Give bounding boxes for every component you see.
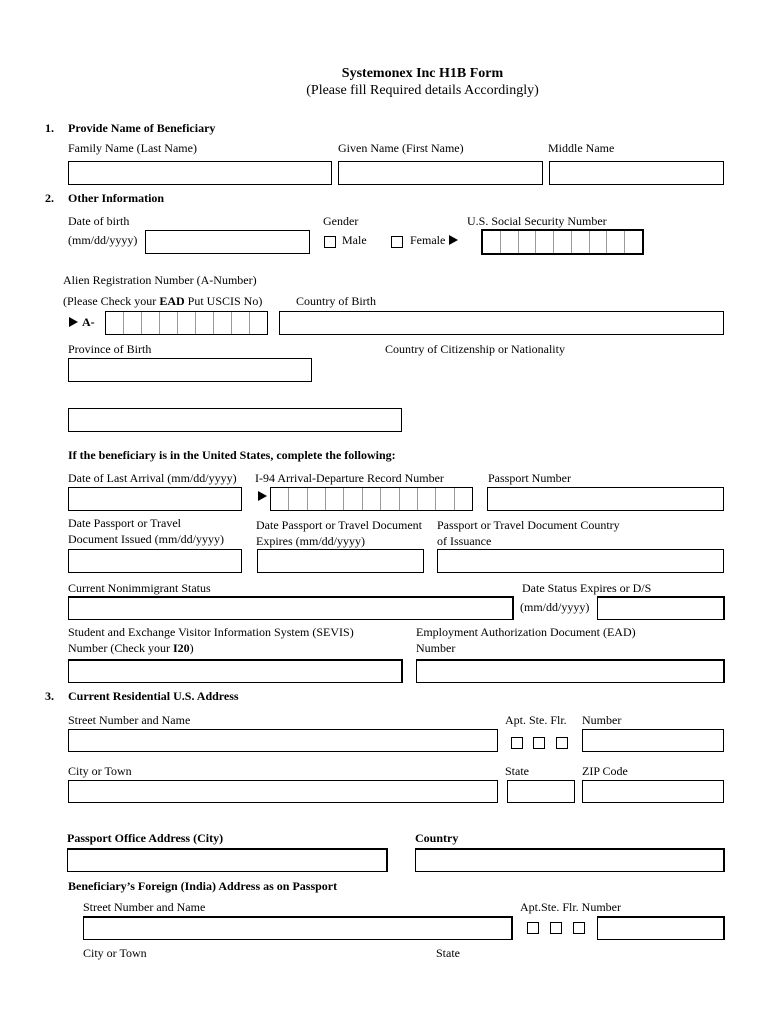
dob-label: Date of birth [68, 214, 130, 228]
arrow-right-icon [258, 491, 267, 501]
anumber-prefix: A- [82, 315, 95, 329]
country-of-birth-field[interactable] [279, 311, 724, 335]
sevis-label-2: Number (Check your I20) [68, 641, 194, 655]
passport-office-country-label: Country [415, 831, 459, 845]
city-label: City or Town [68, 764, 132, 778]
passport-issued-label: Date Passport or Travel [68, 516, 181, 530]
street-field[interactable] [68, 729, 498, 752]
zip-label: ZIP Code [582, 764, 628, 778]
passport-office-city-field[interactable] [67, 848, 388, 872]
foreign-ste-checkbox[interactable] [550, 922, 562, 934]
passport-number-field[interactable] [487, 487, 724, 511]
male-checkbox[interactable] [324, 236, 336, 248]
passport-country-label: Passport or Travel Document Country [437, 518, 620, 532]
form-title: Systemonex Inc H1B Form [341, 66, 504, 81]
gender-label: Gender [323, 214, 359, 228]
last-arrival-label: Date of Last Arrival (mm/dd/yyyy) [68, 471, 237, 485]
family-name-label: Family Name (Last Name) [68, 141, 197, 155]
section-2-number: 2. [45, 191, 54, 205]
foreign-apt-checkbox[interactable] [527, 922, 539, 934]
family-name-field[interactable] [68, 161, 332, 185]
i94-label: I-94 Arrival-Departure Record Number [255, 471, 444, 485]
province-of-birth-field[interactable] [68, 358, 312, 382]
flr-checkbox[interactable] [556, 737, 568, 749]
last-arrival-field[interactable] [68, 487, 242, 511]
ead-label: Employment Authorization Document (EAD) [416, 625, 636, 639]
middle-name-label: Middle Name [548, 141, 615, 155]
ssn-label: U.S. Social Security Number [467, 214, 607, 228]
female-checkbox[interactable] [391, 236, 403, 248]
sevis-field[interactable] [68, 659, 403, 683]
foreign-number-field[interactable] [597, 916, 725, 940]
citizenship-field[interactable] [68, 408, 402, 432]
middle-name-field[interactable] [549, 161, 724, 185]
given-name-label: Given Name (First Name) [338, 141, 464, 155]
female-label: Female [410, 233, 446, 247]
i94-field[interactable] [270, 487, 473, 511]
in-us-heading: If the beneficiary is in the United States, complete the following: [68, 448, 396, 462]
section-3-number: 3. [45, 689, 54, 703]
foreign-flr-checkbox[interactable] [573, 922, 585, 934]
passport-expires-label: Date Passport or Travel Document [256, 518, 422, 532]
state-field[interactable] [507, 780, 575, 803]
apt-number-field[interactable] [582, 729, 724, 752]
foreign-address-title: Beneficiary’s Foreign (India) Address as on Passport [68, 879, 338, 893]
passport-number-label: Passport Number [488, 471, 571, 485]
ead-label-2: Number [416, 641, 456, 655]
citizenship-label: Country of Citizenship or Nationality [385, 342, 565, 356]
section-2-title: Other Information [68, 191, 165, 205]
foreign-apt-label: Apt.Ste. Flr. Number [520, 900, 621, 914]
dob-format-label: (mm/dd/yyyy) [68, 233, 138, 247]
country-of-birth-label: Country of Birth [296, 294, 376, 308]
given-name-field[interactable] [338, 161, 543, 185]
ssn-field[interactable] [481, 229, 644, 255]
status-expires-label: Date Status Expires or D/S [522, 581, 652, 595]
street-label: Street Number and Name [68, 713, 191, 727]
apt-label: Apt. Ste. Flr. [505, 713, 567, 727]
nonimmigrant-status-field[interactable] [68, 596, 514, 620]
anumber-field[interactable] [105, 311, 268, 335]
status-expires-format-label: (mm/dd/yyyy) [520, 600, 590, 614]
passport-office-city-label: Passport Office Address (City) [67, 831, 224, 845]
state-label: State [505, 764, 529, 778]
arrow-right-icon [69, 317, 78, 327]
anumber-label: Alien Registration Number (A-Number) [63, 273, 257, 287]
foreign-street-label: Street Number and Name [83, 900, 206, 914]
foreign-city-label: City or Town [83, 946, 147, 960]
section-1-title: Provide Name of Beneficiary [68, 121, 216, 135]
ead-field[interactable] [416, 659, 725, 683]
zip-field[interactable] [582, 780, 724, 803]
nonimmigrant-status-label: Current Nonimmigrant Status [68, 581, 211, 595]
ste-checkbox[interactable] [533, 737, 545, 749]
number-label: Number [582, 713, 622, 727]
province-of-birth-label: Province of Birth [68, 342, 152, 356]
section-3-title: Current Residential U.S. Address [68, 689, 239, 703]
arrow-right-icon [449, 235, 458, 245]
foreign-street-field[interactable] [83, 916, 513, 940]
section-1-number: 1. [45, 121, 54, 135]
foreign-state-label: State [436, 946, 460, 960]
apt-checkbox[interactable] [511, 737, 523, 749]
city-field[interactable] [68, 780, 498, 803]
passport-issued-field[interactable] [68, 549, 242, 573]
passport-expires-field[interactable] [257, 549, 424, 573]
passport-issued-label-2: Document Issued (mm/dd/yyyy) [68, 532, 224, 546]
sevis-label: Student and Exchange Visitor Information System (SEVIS) [68, 625, 354, 639]
male-label: Male [342, 233, 367, 247]
anumber-note: (Please Check your EAD Put USCIS No) [63, 294, 263, 308]
dob-field[interactable] [145, 230, 310, 254]
status-expires-field[interactable] [597, 596, 725, 620]
form-subtitle: (Please fill Required details Accordingly) [306, 83, 539, 98]
passport-office-country-field[interactable] [415, 848, 725, 872]
passport-country-field[interactable] [437, 549, 724, 573]
passport-country-label-2: of Issuance [437, 534, 492, 548]
passport-expires-label-2: Expires (mm/dd/yyyy) [256, 534, 365, 548]
